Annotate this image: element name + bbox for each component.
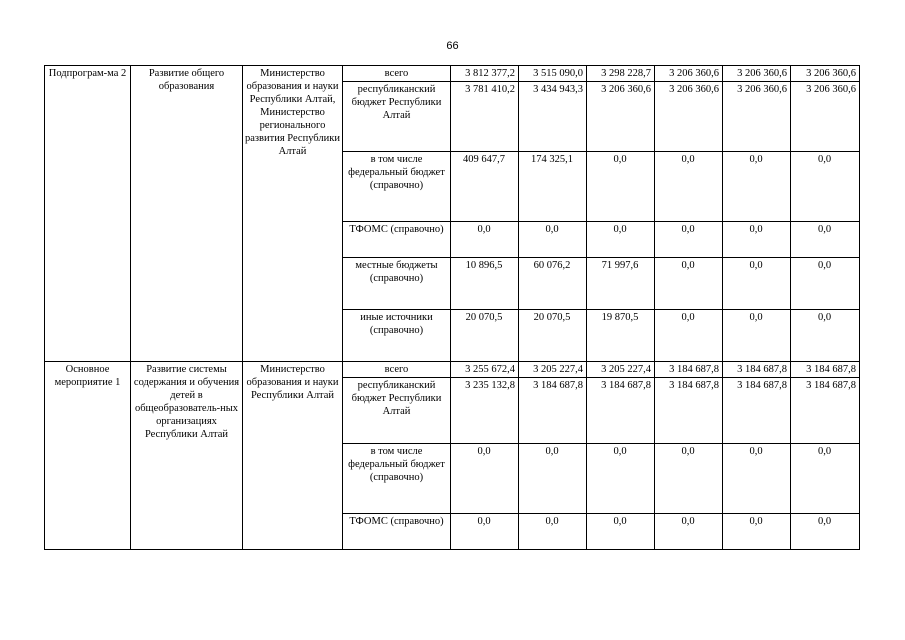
amount-cell: 0,0 [723, 222, 791, 258]
funding-source-cell: республиканский бюджет Республики Алтай [343, 378, 451, 444]
program-cell: Подпрограм-ма 2 [45, 66, 131, 362]
amount-cell: 3 206 360,6 [655, 66, 723, 82]
amount-cell: 409 647,7 [451, 152, 519, 222]
amount-cell: 3 206 360,6 [723, 66, 791, 82]
amount-cell: 3 235 132,8 [451, 378, 519, 444]
amount-cell: 0,0 [451, 444, 519, 514]
program-title-cell: Развитие общего образования [131, 66, 243, 362]
amount-cell: 3 206 360,6 [791, 66, 860, 82]
amount-cell: 3 184 687,8 [587, 378, 655, 444]
amount-cell: 3 184 687,8 [723, 378, 791, 444]
amount-cell: 20 070,5 [519, 310, 587, 362]
page-number: 66 [446, 40, 459, 52]
amount-cell: 20 070,5 [451, 310, 519, 362]
amount-cell: 3 184 687,8 [791, 362, 860, 378]
table-row [45, 362, 860, 378]
funding-source-cell: республиканский бюджет Республики Алтай [343, 82, 451, 152]
amount-cell: 3 781 410,2 [451, 82, 519, 152]
amount-cell: 71 997,6 [587, 258, 655, 310]
amount-cell: 10 896,5 [451, 258, 519, 310]
amount-cell: 3 255 672,4 [451, 362, 519, 378]
amount-cell: 0,0 [655, 152, 723, 222]
funding-source-cell: местные бюджеты (справочно) [343, 258, 451, 310]
budget-table [44, 65, 860, 550]
amount-cell: 3 206 360,6 [587, 82, 655, 152]
amount-cell: 0,0 [451, 514, 519, 550]
program-cell: Основное мероприятие 1 [45, 362, 131, 550]
amount-cell: 3 205 227,4 [519, 362, 587, 378]
amount-cell: 0,0 [791, 514, 860, 550]
amount-cell: 0,0 [791, 152, 860, 222]
amount-cell: 174 325,1 [519, 152, 587, 222]
amount-cell: 3 812 377,2 [451, 66, 519, 82]
amount-cell: 3 515 090,0 [519, 66, 587, 82]
funding-source-cell: в том числе федеральный бюджет (справочно) [343, 152, 451, 222]
amount-cell: 0,0 [655, 222, 723, 258]
executor-cell: Министерство образования и науки Республики Алтай [243, 362, 343, 550]
amount-cell: 3 184 687,8 [519, 378, 587, 444]
amount-cell: 3 206 360,6 [791, 82, 860, 152]
amount-cell: 0,0 [723, 444, 791, 514]
amount-cell: 0,0 [723, 258, 791, 310]
executor-cell: Министерство образования и науки Республики Алтай, Министерство регионального развития Республики Алтай [243, 66, 343, 362]
amount-cell: 0,0 [655, 310, 723, 362]
amount-cell: 3 184 687,8 [655, 362, 723, 378]
amount-cell: 0,0 [519, 514, 587, 550]
amount-cell: 0,0 [587, 222, 655, 258]
amount-cell: 0,0 [791, 444, 860, 514]
amount-cell: 3 184 687,8 [655, 378, 723, 444]
amount-cell: 0,0 [655, 258, 723, 310]
amount-cell: 0,0 [723, 514, 791, 550]
funding-source-cell: ТФОМС (справочно) [343, 514, 451, 550]
program-title-cell: Развитие системы содержания и обучения детей в общеобразователь-ных организациях Республики Алтай [131, 362, 243, 550]
amount-cell: 0,0 [451, 222, 519, 258]
table-row [45, 66, 860, 82]
funding-source-cell: иные источники (справочно) [343, 310, 451, 362]
amount-cell: 3 298 228,7 [587, 66, 655, 82]
amount-cell: 19 870,5 [587, 310, 655, 362]
amount-cell: 3 206 360,6 [723, 82, 791, 152]
amount-cell: 0,0 [519, 222, 587, 258]
amount-cell: 3 184 687,8 [791, 378, 860, 444]
amount-cell: 0,0 [791, 258, 860, 310]
amount-cell: 0,0 [723, 310, 791, 362]
amount-cell: 0,0 [587, 152, 655, 222]
amount-cell: 0,0 [791, 310, 860, 362]
amount-cell: 0,0 [587, 514, 655, 550]
budget-table-body [45, 66, 860, 550]
amount-cell: 0,0 [791, 222, 860, 258]
amount-cell: 0,0 [587, 444, 655, 514]
amount-cell: 3 206 360,6 [655, 82, 723, 152]
amount-cell: 0,0 [655, 514, 723, 550]
amount-cell: 0,0 [723, 152, 791, 222]
funding-source-cell: всего [343, 66, 451, 82]
funding-source-cell: ТФОМС (справочно) [343, 222, 451, 258]
amount-cell: 60 076,2 [519, 258, 587, 310]
amount-cell: 3 184 687,8 [723, 362, 791, 378]
funding-source-cell: в том числе федеральный бюджет (справочно) [343, 444, 451, 514]
amount-cell: 3 434 943,3 [519, 82, 587, 152]
amount-cell: 0,0 [519, 444, 587, 514]
funding-source-cell: всего [343, 362, 451, 378]
amount-cell: 3 205 227,4 [587, 362, 655, 378]
amount-cell: 0,0 [655, 444, 723, 514]
